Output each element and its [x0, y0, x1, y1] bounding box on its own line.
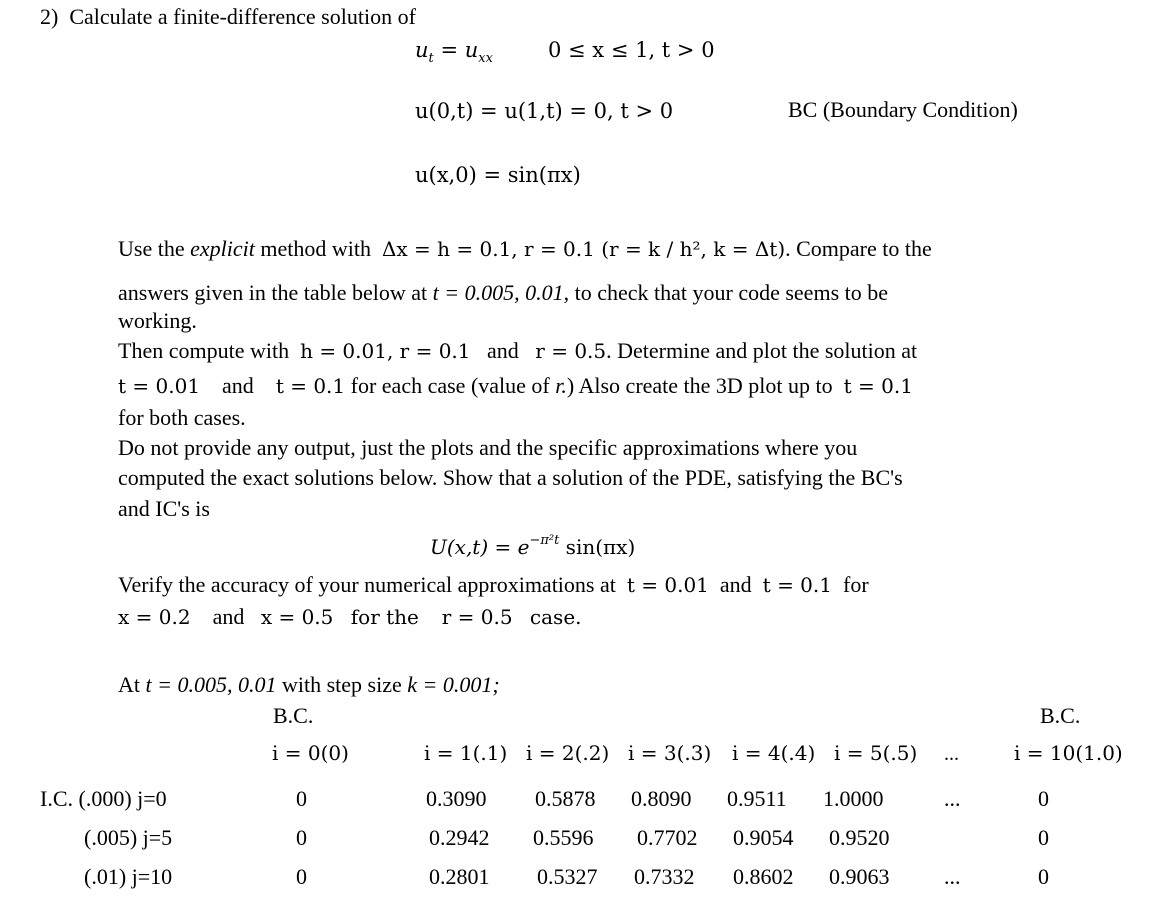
table-cell: 0 [296, 864, 307, 889]
verify-line-1: Verify the accuracy of your numerical approximations at t = 0.01 and t = 0.1 for [118, 572, 869, 597]
instruction-line-1: Use the explicit method with Δx = h = 0.1, r = 0.1 (r = k / h², k = Δt). Compare to the [118, 236, 932, 261]
table-cell: 0.2801 [429, 864, 490, 889]
problem-title: Calculate a finite-difference solution of [69, 4, 416, 29]
instruction-line-6: for both cases. [118, 405, 246, 430]
table-row-label: (.01) j=10 [84, 864, 173, 889]
initial-condition-equation: u(x,0) = sin(πx) [415, 163, 581, 187]
table-cell: 0 [1038, 864, 1049, 889]
table-cell: 0.2942 [429, 825, 490, 850]
table-cell: 0.5878 [535, 786, 596, 811]
instruction-line-5: t = 0.01 and t = 0.1 for each case (value of r.) Also create the 3D plot up to t = 0.1 [118, 373, 913, 398]
table-cell: 0 [1038, 786, 1049, 811]
table-cell: 0.5327 [537, 864, 598, 889]
table-cell: 0.3090 [426, 786, 487, 811]
verify-line-2: x = 0.2 and x = 0.5 for the r = 0.5 case. [118, 604, 582, 629]
instruction-line-8: computed the exact solutions below. Show that a solution of the PDE, satisfying the BC's [118, 465, 903, 490]
problem-number: 2) [40, 4, 59, 29]
instruction-line-7: Do not provide any output, just the plots and the specific approximations where you [118, 435, 858, 460]
problem-heading [40, 4, 416, 30]
table-cell: 0.9063 [829, 864, 890, 889]
exact-solution-equation: $U(x,t) = e^{-\pi^2t}$ sin(πx) [430, 533, 636, 559]
table-cell: 0.5596 [533, 825, 594, 850]
table-header: i = 10(1.0) [1014, 741, 1123, 765]
instruction-line-4: Then compute with h = 0.01, r = 0.1 and r = 0.5. Determine and plot the solution at [118, 338, 918, 363]
table-header: i = 0(0) [272, 741, 349, 765]
table-cell: 0 [296, 825, 307, 850]
table-cell: 0.9520 [829, 825, 890, 850]
bc-right-label: B.C. [1040, 703, 1081, 728]
pde-domain: 0 ≤ x ≤ 1, t > 0 [548, 38, 715, 62]
instruction-line-2: answers given in the table below at t = 0.005, 0.01, to check that your code seems to be [118, 280, 889, 305]
table-cell: 0 [296, 786, 307, 811]
table-header: i = 3(.3) [628, 741, 712, 765]
table-header: i = 5(.5) [834, 741, 918, 765]
table-cell: 0.9511 [727, 786, 787, 811]
table-cell-ellipsis: ... [944, 786, 961, 811]
table-header: i = 2(.2) [526, 741, 610, 765]
table-cell: 0 [1038, 825, 1049, 850]
table-header: i = 4(.4) [732, 741, 816, 765]
table-row-label: I.C. (.000) j=0 [40, 786, 167, 811]
pde-equation: $u_t = u_{xx}$ [415, 38, 493, 66]
instruction-line-3: working. [118, 308, 197, 333]
table-row-label: (.005) j=5 [84, 825, 173, 850]
table-cell: 0.7702 [637, 825, 698, 850]
table-cell-ellipsis: ... [944, 864, 961, 889]
bc-left-label: B.C. [273, 703, 314, 728]
table-cell: 1.0000 [823, 786, 884, 811]
table-caption: At t = 0.005, 0.01 with step size k = 0.001; [118, 672, 500, 697]
table-header-ellipsis: ... [944, 743, 959, 765]
table-header: i = 1(.1) [424, 741, 508, 765]
table-cell: 0.7332 [634, 864, 695, 889]
table-cell: 0.8090 [631, 786, 692, 811]
instruction-line-9: and IC's is [118, 496, 210, 521]
table-cell: 0.8602 [733, 864, 794, 889]
table-cell: 0.9054 [733, 825, 794, 850]
boundary-condition-equation: u(0,t) = u(1,t) = 0, t > 0 [415, 99, 674, 123]
boundary-condition-label: BC (Boundary Condition) [788, 97, 1018, 122]
